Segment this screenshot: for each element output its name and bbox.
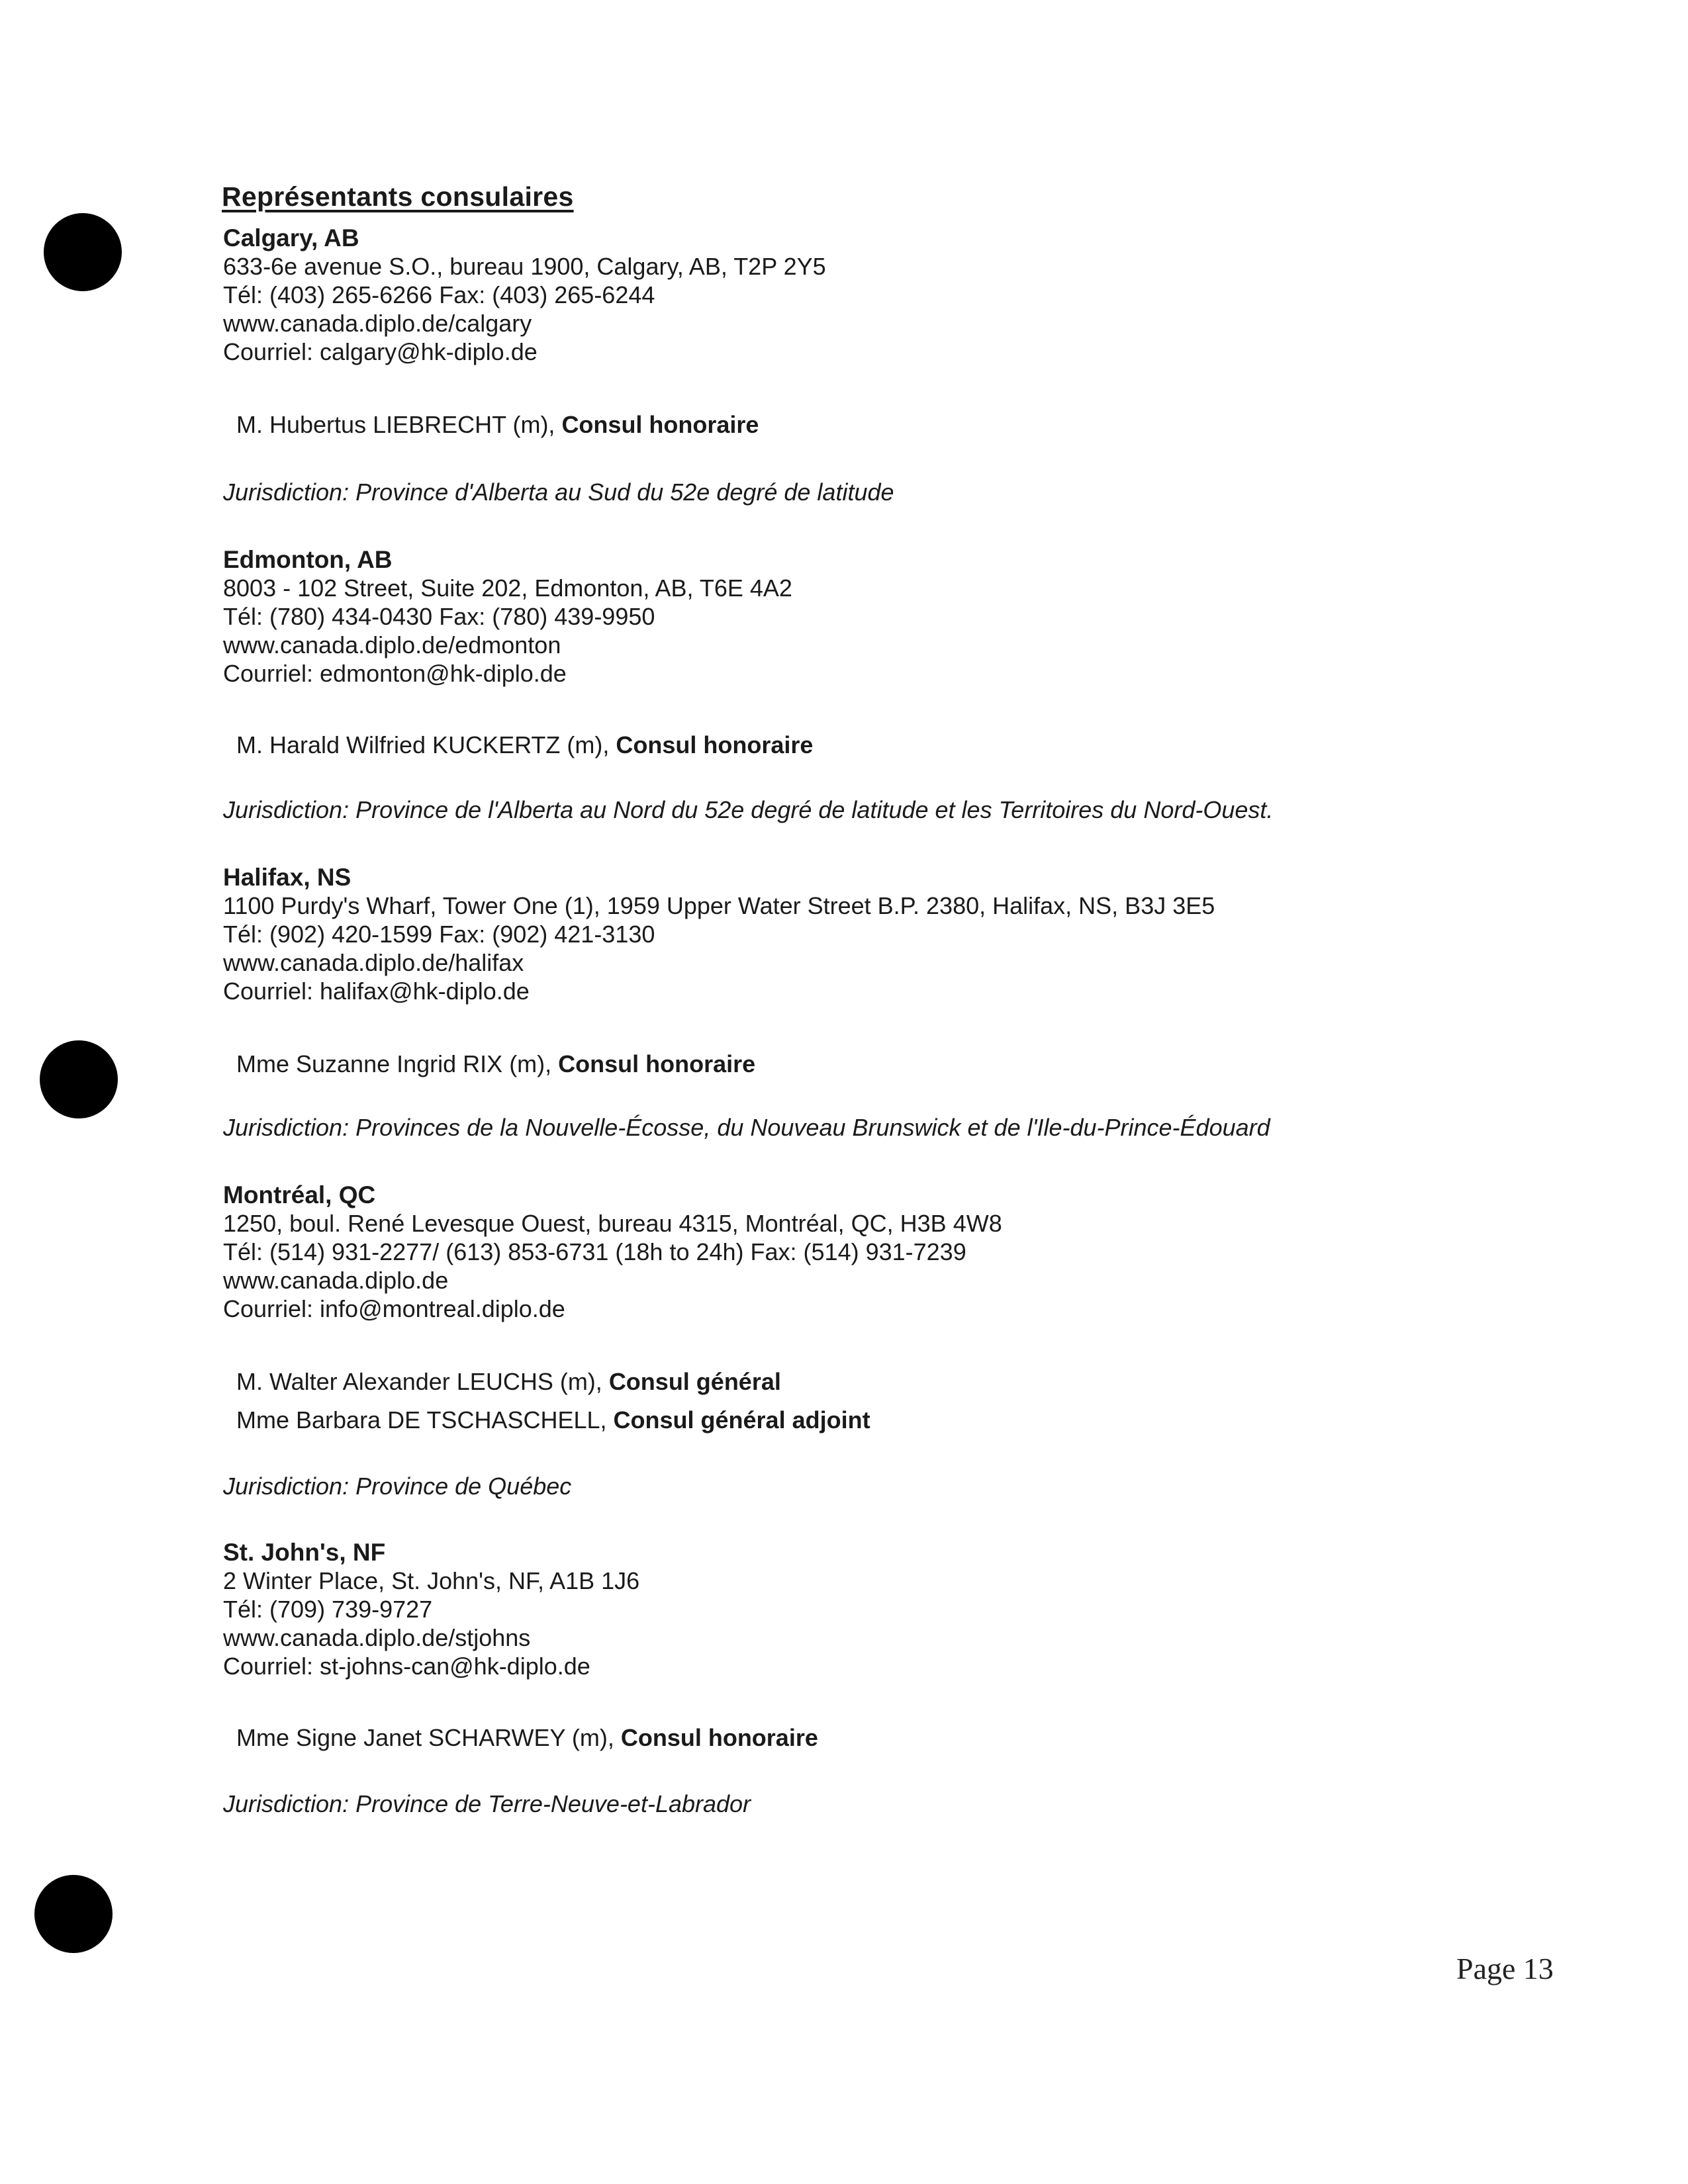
- person-title: Consul honoraire: [561, 411, 759, 438]
- consul-person: [236, 1050, 755, 1078]
- punch-hole-mark: [44, 213, 122, 291]
- website: www.canada.diplo.de/halifax: [223, 949, 524, 976]
- page-number: Page 13: [1456, 1952, 1554, 1985]
- consul-person: [236, 1723, 818, 1752]
- website: www.canada.diplo.de/calgary: [223, 310, 532, 337]
- consulate-entry-montreal: [223, 1181, 1547, 1323]
- person-title: Consul général adjoint: [613, 1406, 870, 1433]
- section-heading: Représentants consulaires: [222, 181, 574, 212]
- jurisdiction-note: Jurisdiction: Province d'Alberta au Sud du 52e degré de latitude: [223, 478, 894, 506]
- city-name: Halifax, NS: [223, 864, 352, 891]
- website: www.canada.diplo.de: [223, 1267, 449, 1294]
- punch-hole-mark: [34, 1875, 113, 1953]
- person-title: Consul honoraire: [616, 731, 814, 758]
- phone-fax: Tél: (514) 931-2277/ (613) 853-6731 (18h to 24h) Fax: (514) 931-7239: [223, 1238, 966, 1265]
- consul-person: [236, 1367, 781, 1396]
- email: Courriel: info@montreal.diplo.de: [223, 1295, 565, 1322]
- consulate-entry-calgary: [223, 224, 1547, 366]
- jurisdiction-note: Jurisdiction: Province de Québec: [223, 1473, 572, 1500]
- jurisdiction-note: Jurisdiction: Province de Terre-Neuve-et-Labrador: [223, 1790, 751, 1817]
- phone-fax: Tél: (709) 739-9727: [223, 1596, 433, 1623]
- address: 1100 Purdy's Wharf, Tower One (1), 1959 Upper Water Street B.P. 2380, Halifax, NS, B3J 3E5: [223, 892, 1215, 919]
- person-name: Mme Barbara DE TSCHASCHELL,: [236, 1406, 614, 1433]
- person-title: Consul honoraire: [558, 1050, 756, 1077]
- consulate-entry-halifax: [223, 863, 1547, 1005]
- city-name: Montréal, QC: [223, 1181, 376, 1208]
- consul-person: [236, 410, 759, 439]
- phone-fax: Tél: (780) 434-0430 Fax: (780) 439-9950: [223, 603, 655, 630]
- person-name: Mme Suzanne Ingrid RIX (m),: [236, 1050, 559, 1077]
- person-name: M. Hubertus LIEBRECHT (m),: [236, 411, 562, 438]
- person-name: M. Walter Alexander LEUCHS (m),: [236, 1368, 609, 1395]
- consulate-entry-st-johns: [223, 1538, 1547, 1680]
- city-name: Edmonton, AB: [223, 546, 393, 573]
- person-name: Mme Signe Janet SCHARWEY (m),: [236, 1724, 621, 1751]
- consul-person: [236, 1406, 870, 1434]
- person-title: Consul honoraire: [620, 1724, 818, 1751]
- email: Courriel: st-johns-can@hk-diplo.de: [223, 1653, 590, 1680]
- person-title: Consul général: [608, 1368, 781, 1395]
- email: Courriel: edmonton@hk-diplo.de: [223, 660, 567, 687]
- city-name: St. John's, NF: [223, 1539, 386, 1566]
- website: www.canada.diplo.de/stjohns: [223, 1624, 531, 1651]
- address: 8003 - 102 Street, Suite 202, Edmonton, AB, T6E 4A2: [223, 574, 792, 602]
- punch-hole-mark: [40, 1040, 118, 1118]
- person-name: M. Harald Wilfried KUCKERTZ (m),: [236, 731, 616, 758]
- phone-fax: Tél: (902) 420-1599 Fax: (902) 421-3130: [223, 921, 655, 948]
- address: 1250, boul. René Levesque Ouest, bureau 4315, Montréal, QC, H3B 4W8: [223, 1210, 1002, 1237]
- email: Courriel: halifax@hk-diplo.de: [223, 978, 530, 1005]
- city-name: Calgary, AB: [223, 224, 359, 251]
- consul-person: [236, 731, 813, 759]
- address: 633-6e avenue S.O., bureau 1900, Calgary, AB, T2P 2Y5: [223, 253, 826, 280]
- website: www.canada.diplo.de/edmonton: [223, 631, 561, 659]
- jurisdiction-note: Jurisdiction: Province de l'Alberta au Nord du 52e degré de latitude et les Territoires du Nord-Ouest.: [223, 796, 1274, 823]
- consulate-entry-edmonton: [223, 545, 1547, 688]
- phone-fax: Tél: (403) 265-6266 Fax: (403) 265-6244: [223, 281, 655, 308]
- jurisdiction-note: Jurisdiction: Provinces de la Nouvelle-Écosse, du Nouveau Brunswick et de l'Ile-du-Prince-Édouard: [223, 1114, 1270, 1141]
- email: Courriel: calgary@hk-diplo.de: [223, 338, 538, 365]
- address: 2 Winter Place, St. John's, NF, A1B 1J6: [223, 1567, 640, 1594]
